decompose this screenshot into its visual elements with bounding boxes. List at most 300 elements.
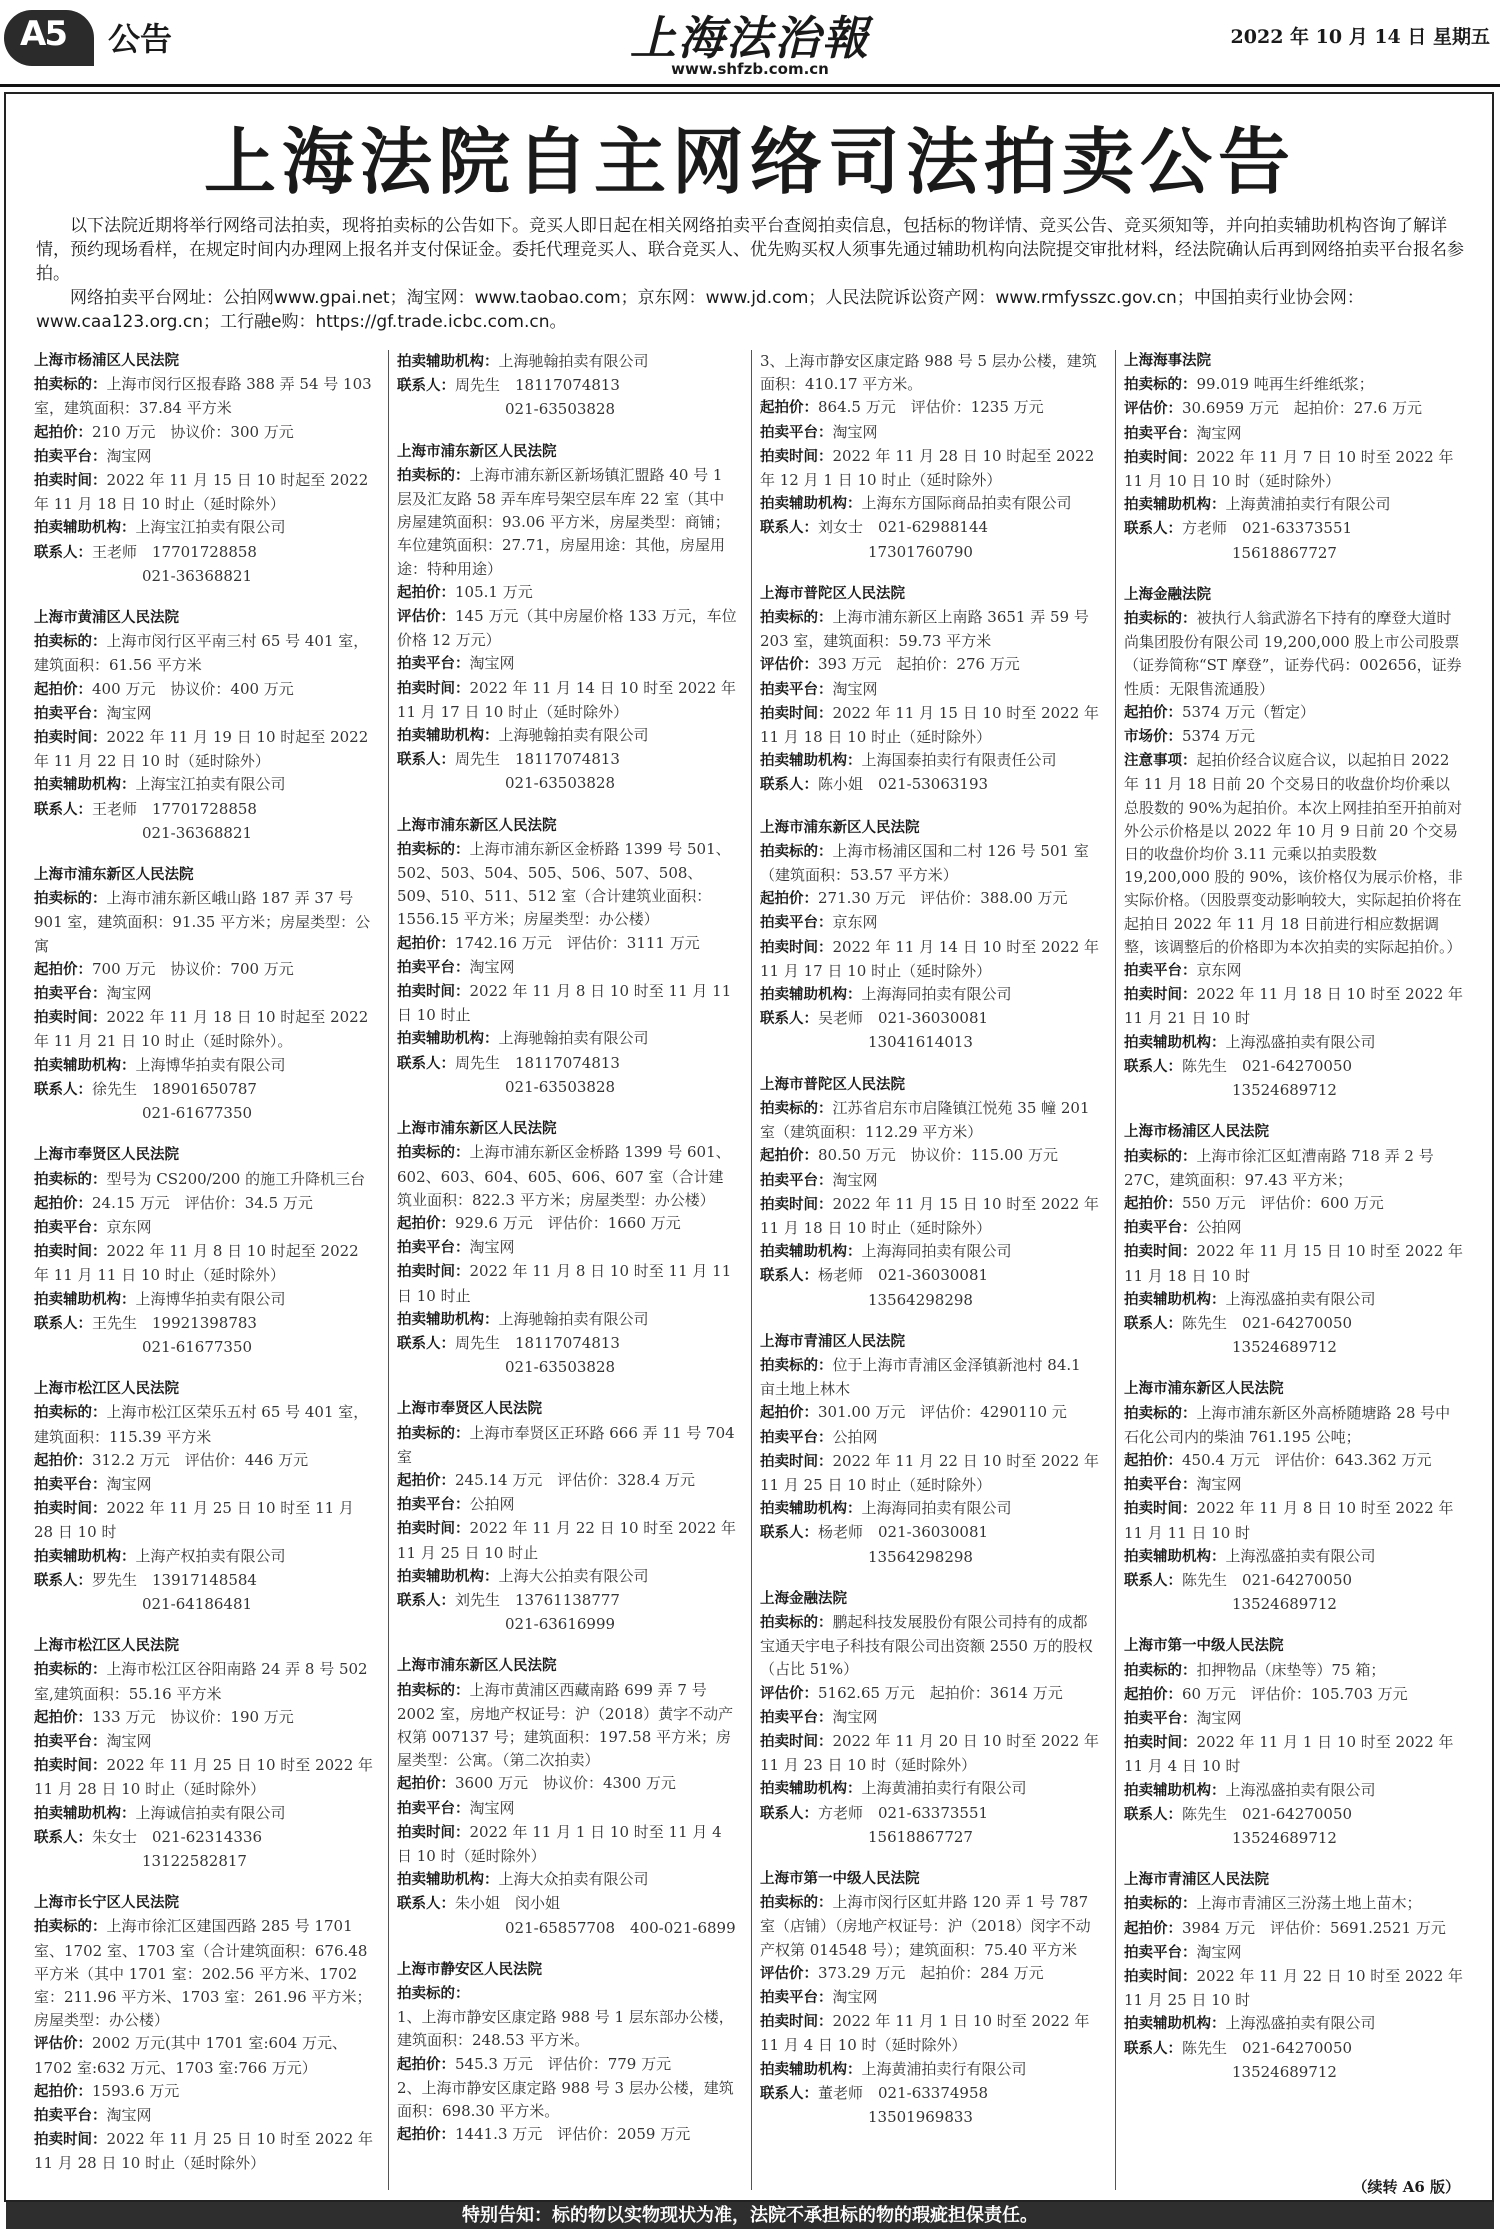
field-value: 周先生 18117074813 xyxy=(455,376,620,395)
field-label: 拍卖辅助机构： xyxy=(760,496,862,513)
field-label: 注意事项： xyxy=(1124,753,1197,770)
auction-field xyxy=(34,678,374,702)
contact-phone: 13524689712 xyxy=(1232,2062,1337,2081)
field-label: 拍卖平台： xyxy=(1124,1710,1197,1727)
auction-field xyxy=(760,606,1100,653)
field-label: 评估价： xyxy=(760,1685,818,1702)
field-value: 上海黄浦拍卖行有限公司 xyxy=(861,2059,1027,2078)
field-label: 拍卖辅助机构： xyxy=(760,753,862,770)
field-label: 拍卖辅助机构： xyxy=(1124,1034,1226,1051)
field-value: 2022 年 11 月 20 日 10 时至 2022 年 11 月 23 日 10 时（延时除外） xyxy=(760,1731,1100,1775)
auction-field xyxy=(1124,1683,1464,1707)
auction-field xyxy=(1124,1803,1464,1827)
field-label: 拍卖标的： xyxy=(34,1405,107,1422)
auction-field xyxy=(34,1401,374,1448)
field-value: 5162.65 万元 起拍价：3614 万元 xyxy=(818,1683,1063,1702)
auction-field xyxy=(760,1169,1100,1193)
contact-phone: 021-65857708 400-021-6899 xyxy=(505,1918,736,1937)
field-label: 拍卖辅助机构： xyxy=(1124,497,1226,514)
column-1 xyxy=(34,350,374,2195)
field-label: 拍卖平台： xyxy=(34,986,107,1003)
field-value: 上海产权拍卖有限公司 xyxy=(135,1546,286,1565)
auction-field xyxy=(760,911,1100,935)
field-value: 24.15 万元 评估价：34.5 万元 xyxy=(92,1193,313,1212)
auction-field xyxy=(760,1240,1100,1264)
field-label: 联系人： xyxy=(34,1081,92,1098)
auction-field xyxy=(1124,1055,1464,1079)
field-label: 起拍价： xyxy=(34,1195,92,1212)
column-3 xyxy=(760,350,1100,2195)
auction-entry xyxy=(34,350,374,588)
intro-paragraph-2: 网络拍卖平台网址：公拍网www.gpai.net；淘宝网：www.taobao.com；京东网：www.jd.com；人民法院诉讼资产网：www.rmfysszc.gov.cn；中国拍卖行业协会网：www.caa123.org.cn；工行融e购：https://gf.trade.icbc.com.cn。 xyxy=(36,288,1364,332)
auction-entry xyxy=(397,441,737,796)
field-value: 上海海同拍卖有限公司 xyxy=(861,1499,1012,1518)
field-label: 拍卖平台： xyxy=(1124,1944,1197,1961)
field-value: 2022 年 11 月 22 日 10 时至 2022 年 11 月 25 日 10 时 xyxy=(1124,1967,1464,2010)
field-label: 拍卖时间： xyxy=(397,680,470,697)
field-value: 700 万元 协议价：700 万元 xyxy=(92,959,294,978)
field-value: 1、上海市静安区康定路 988 号 1 层东部办公楼，建筑面积：248.53 平方米。 xyxy=(397,2008,734,2050)
auction-field xyxy=(1124,1545,1464,1569)
auction-field xyxy=(397,1332,737,1356)
auction-field xyxy=(397,724,737,748)
auction-field xyxy=(34,1706,374,1730)
auction-field xyxy=(1124,1402,1464,1449)
auction-field xyxy=(397,1982,737,2006)
field-label: 联系人： xyxy=(34,1829,92,1846)
field-value: 2022 年 11 月 25 日 10 时至 2022 年 11 月 28 日 10 时止（延时除外） xyxy=(34,1756,374,1799)
field-value: 450.4 万元 评估价：643.362 万元 xyxy=(1182,1450,1432,1469)
field-value: 陈先生 021-64270050 xyxy=(1182,2038,1353,2057)
field-value: 京东网 xyxy=(106,1217,152,1236)
intro-paragraph-1: 以下法院近期将举行网络司法拍卖，现将拍卖标的公告如下。竞买人即日起在相关网络拍卖平台查阅拍卖信息，包括标的物详情、竞买公告、竞买须知等，并向拍卖辅助机构咨询了解详情，预约现场看样，在规定时间内办理网上报名并支付保证金。委托代理竞买人、联合竞买人、优先购买权人须事先通过辅助机构向法院提交审批材料，经法院确认后再到网络拍卖平台报名参拍。 xyxy=(36,216,1464,284)
field-label: 拍卖时间： xyxy=(397,1521,470,1538)
auction-field xyxy=(1124,517,1464,541)
field-value: 起拍价经合议庭合议，以起拍日 2022 年 11 月 18 日前 20 个交易日的收盘价均价乘以总股数的 90%为起拍价。本次上网挂拍至开拍前对外公示价格是以 2022 年 10 月 9 日前 20 个交易日的收盘价均价 3.11 元乘以拍卖股数 19,200,000 股的 90%，该价格仅为展示价格，非实际价格。（因股票变动影响较大，实际起拍价将在起拍日 2022 年 11 月 18 日前进行相应数据调整，该调整后的价格即为本次拍卖的实际起拍价。） xyxy=(1124,751,1463,956)
field-label: 拍卖时间： xyxy=(34,1244,107,1261)
field-label: 拍卖辅助机构： xyxy=(760,1501,862,1518)
auction-field xyxy=(397,1236,737,1260)
auction-field xyxy=(397,374,737,398)
auction-field xyxy=(760,1521,1100,1545)
auction-field xyxy=(397,677,737,724)
field-label: 拍卖标的： xyxy=(397,1145,470,1162)
field-label: 拍卖辅助机构： xyxy=(34,1548,136,1565)
field-value: 上海市浦东新区上南路 3651 弄 59 号 203 室，建筑面积：59.73 平方米 xyxy=(760,608,1089,651)
field-value: 江苏省启东市启隆镇江悦苑 35 幢 201 室（建筑面积：112.29 平方米） xyxy=(760,1098,1090,1142)
field-value: 王先生 19921398783 xyxy=(92,1313,257,1332)
field-label: 拍卖标的： xyxy=(760,843,833,860)
contact-phone: 13564298298 xyxy=(868,1290,973,1309)
auction-field xyxy=(397,1141,737,1212)
field-value: 京东网 xyxy=(1196,961,1242,980)
field-value: 上海海同拍卖有限公司 xyxy=(861,1242,1012,1261)
auction-field xyxy=(1124,1569,1464,1593)
field-label: 拍卖辅助机构： xyxy=(1124,2016,1226,2033)
field-value: 淘宝网 xyxy=(1196,1708,1242,1727)
auction-field xyxy=(760,1144,1100,1168)
field-value: 2022 年 11 月 15 日 10 时至 2022 年 11 月 18 日 10 时 xyxy=(1124,1242,1464,1285)
field-value: 2022 年 11 月 25 日 10 时至 2022 年 11 月 28 日 10 时止（延时除外） xyxy=(34,2130,374,2173)
field-label: 拍卖辅助机构： xyxy=(397,728,499,745)
field-value: 上海大公拍卖有限公司 xyxy=(498,1566,649,1585)
field-value: 864.5 万元 评估价：1235 万元 xyxy=(818,398,1044,417)
field-value: 扣押物品（床垫等）75 箱； xyxy=(1196,1660,1386,1679)
field-value: 淘宝网 xyxy=(469,654,515,673)
court-name: 上海市杨浦区人民法院 xyxy=(1124,1124,1269,1141)
auction-field xyxy=(34,773,374,797)
newspaper-header xyxy=(0,0,1500,88)
auction-field xyxy=(760,1450,1100,1497)
contact-phone: 021-64186481 xyxy=(142,1594,253,1613)
auction-entry xyxy=(397,1398,737,1636)
field-value: 上海黄浦拍卖行有限公司 xyxy=(861,1779,1027,1798)
field-label: 拍卖平台： xyxy=(34,448,107,465)
auction-entry xyxy=(1124,1121,1464,1359)
court-name: 上海市浦东新区人民法院 xyxy=(397,1658,557,1675)
field-label: 联系人： xyxy=(397,1592,455,1609)
auction-entry xyxy=(34,1144,374,1359)
field-label: 拍卖辅助机构： xyxy=(34,777,136,794)
field-label: 评估价： xyxy=(1124,401,1182,418)
field-label: 联系人： xyxy=(760,2085,818,2102)
field-label: 起拍价： xyxy=(34,1452,92,1469)
auction-field xyxy=(397,838,737,932)
auction-entry xyxy=(1124,350,1464,565)
field-label: 拍卖时间： xyxy=(397,984,470,1001)
field-value: 上海市奉贤区正环路 666 弄 11 号 704 室 xyxy=(397,1423,735,1466)
auction-field xyxy=(760,516,1100,540)
field-label: 评估价： xyxy=(34,2036,92,2053)
auction-field xyxy=(760,396,1100,420)
auction-field xyxy=(760,1891,1100,1962)
auction-field xyxy=(34,1545,374,1569)
auction-field xyxy=(1124,959,1464,983)
auction-field xyxy=(1124,1145,1464,1192)
auction-field xyxy=(397,932,737,956)
field-label: 联系人： xyxy=(34,1572,92,1589)
field-value: 周先生 18117074813 xyxy=(455,750,620,769)
field-value: 1742.16 万元 评估价：3111 万元 xyxy=(455,933,700,952)
auction-field xyxy=(34,1312,374,1336)
field-value: 105.1 万元 xyxy=(455,582,533,601)
field-value: 上海大众拍卖有限公司 xyxy=(498,1870,649,1889)
field-label: 起拍价： xyxy=(397,935,455,952)
field-value: 1441.3 万元 评估价：2059 万元 xyxy=(455,2125,691,2144)
field-label: 起拍价： xyxy=(760,891,818,908)
auction-field xyxy=(34,373,374,420)
auction-field xyxy=(760,1193,1100,1240)
field-value: 淘宝网 xyxy=(832,679,878,698)
field-value: 上海市闵行区虹井路 120 弄 1 号 787 室（店铺）（房地产权证号：沪（2018）闵字不动产权第 014548 号）；建筑面积：75.40 平方米 xyxy=(760,1893,1091,1959)
auction-field xyxy=(34,1078,374,1102)
auction-field xyxy=(397,1565,737,1589)
field-value: 位于上海市青浦区金泽镇新池村 84.1 亩土地上林木 xyxy=(760,1355,1081,1399)
auction-field xyxy=(397,464,737,581)
field-label: 拍卖辅助机构： xyxy=(397,1031,499,1048)
field-value: 型号为 CS200/200 的施工升降机三台 xyxy=(106,1169,366,1188)
contact-phone: 13524689712 xyxy=(1232,1338,1337,1357)
field-value: 2022 年 11 月 22 日 10 时至 2022 年 11 月 25 日 10 时止 xyxy=(397,1519,737,1562)
field-value: 淘宝网 xyxy=(106,1731,152,1750)
auction-field xyxy=(397,2006,737,2052)
auction-field xyxy=(397,1797,737,1821)
auction-entry xyxy=(760,1868,1100,2129)
contact-phone: 17301760790 xyxy=(868,542,973,561)
field-label: 拍卖时间： xyxy=(34,730,107,747)
auction-field xyxy=(1124,1917,1464,1941)
field-value: 2022 年 11 月 8 日 10 时至 11 月 11 日 10 时止 xyxy=(397,982,732,1025)
auction-field xyxy=(760,2058,1100,2082)
auction-entry xyxy=(760,350,1100,564)
field-label: 拍卖时间： xyxy=(1124,987,1197,1004)
newspaper-website[interactable]: www.shfzb.com.cn xyxy=(671,60,829,78)
field-label: 起拍价： xyxy=(760,400,818,417)
field-label: 拍卖辅助机构： xyxy=(1124,1291,1226,1308)
field-value: 上海市浦东新区新场镇汇盟路 40 号 1 层及汇友路 58 弄车库号架空层车库 22 室（其中房屋建筑面积：93.06 平方米，房屋类型：商铺；车位建筑面积：27.71，房屋用途：其他，房屋用途：特种用途） xyxy=(397,465,730,578)
auction-field xyxy=(760,1497,1100,1521)
field-label: 拍卖时间： xyxy=(397,1824,470,1841)
auction-entry xyxy=(760,583,1100,798)
field-label: 拍卖标的： xyxy=(34,1171,107,1188)
auction-field xyxy=(397,1772,737,1796)
auction-field xyxy=(397,2053,737,2077)
field-label: 拍卖标的： xyxy=(34,1919,107,1936)
field-label: 起拍价： xyxy=(760,1405,818,1422)
auction-field xyxy=(1124,1449,1464,1473)
field-value: 上海宝江拍卖有限公司 xyxy=(135,775,286,794)
court-name: 上海市青浦区人民法院 xyxy=(760,1333,905,1350)
auction-field xyxy=(397,956,737,980)
auction-field xyxy=(34,516,374,540)
field-value: 周先生 18117074813 xyxy=(455,1053,620,1072)
field-label: 起拍价： xyxy=(397,1215,455,1232)
auction-field xyxy=(1124,1941,1464,1965)
field-label: 联系人： xyxy=(760,1011,818,1028)
field-label: 拍卖标的： xyxy=(760,1895,833,1912)
field-value: 3984 万元 评估价：5691.2521 万元 xyxy=(1182,1918,1446,1937)
auction-field xyxy=(760,1097,1100,1144)
field-label: 起拍价： xyxy=(1124,1195,1182,1212)
auction-field xyxy=(34,630,374,677)
contact-phone: 13524689712 xyxy=(1232,1081,1337,1100)
field-value: 杨老师 021-36030081 xyxy=(818,1523,989,1542)
auction-field xyxy=(1124,1473,1464,1497)
field-value: 400 万元 协议价：400 万元 xyxy=(92,679,294,698)
field-value: 王老师 17701728858 xyxy=(92,799,257,818)
field-label: 拍卖标的： xyxy=(1124,1896,1197,1913)
court-name: 上海市静安区人民法院 xyxy=(397,1961,542,1978)
auction-entry xyxy=(1124,1635,1464,1850)
auction-field xyxy=(1124,983,1464,1030)
field-value: 吴老师 021-36030081 xyxy=(818,1009,989,1028)
court-name: 上海市浦东新区人民法院 xyxy=(397,443,557,460)
field-value: 上海市闵行区报春路 388 弄 54 号 103 室，建筑面积：37.84 平方米 xyxy=(34,375,372,418)
auction-entry xyxy=(34,864,374,1125)
field-label: 拍卖辅助机构： xyxy=(397,354,499,370)
field-label: 拍卖时间： xyxy=(1124,1735,1197,1752)
field-value: 2022 年 11 月 7 日 10 时至 2022 年 11 月 10 日 10 时（延时除外） xyxy=(1124,447,1454,491)
field-label: 拍卖时间： xyxy=(34,2132,107,2149)
field-label: 拍卖辅助机构： xyxy=(397,1872,499,1889)
auction-field xyxy=(34,1497,374,1544)
field-value: 上海驰翰拍卖有限公司 xyxy=(498,1029,649,1048)
field-label: 拍卖标的： xyxy=(34,1662,107,1679)
field-label: 拍卖标的： xyxy=(760,1100,833,1117)
court-name: 上海海事法院 xyxy=(1124,353,1211,369)
auction-field xyxy=(397,1868,737,1892)
issue-date: 2022 年 10 月 14 日 星期五 xyxy=(1230,26,1490,48)
page-number: A5 xyxy=(20,14,66,54)
field-value: 3600 万元 协议价：4300 万元 xyxy=(455,1774,676,1793)
auction-field xyxy=(34,1288,374,1312)
court-name: 上海市黄浦区人民法院 xyxy=(34,610,179,627)
field-value: 上海东方国际商品拍卖有限公司 xyxy=(861,494,1072,513)
court-name: 上海市长宁区人民法院 xyxy=(34,1895,179,1912)
contact-phone: 13041614013 xyxy=(868,1033,973,1052)
field-value: 2002 万元(其中 1701 室:604 万元、1702 室:632 万元、1703 室:766 万元） xyxy=(34,2034,347,2077)
field-label: 市场价： xyxy=(1124,729,1182,746)
field-value: 2022 年 11 月 1 日 10 时至 2022 年 11 月 4 日 10 时 xyxy=(1124,1733,1454,1776)
field-value: 淘宝网 xyxy=(832,422,878,441)
auction-field xyxy=(760,2010,1100,2057)
auction-field xyxy=(397,1821,737,1868)
auction-field xyxy=(34,1473,374,1497)
field-value: 2022 年 11 月 28 日 10 时起至 2022 年 12 月 1 日 10 时止（延时除外） xyxy=(760,446,1095,490)
auction-field xyxy=(397,1493,737,1517)
field-label: 拍卖标的： xyxy=(760,1614,833,1631)
auction-field xyxy=(760,1264,1100,1288)
auction-field xyxy=(34,1569,374,1593)
field-value: 2022 年 11 月 15 日 10 时至 2022 年 11 月 18 日 10 时止（延时除外） xyxy=(760,703,1100,747)
field-label: 起拍价： xyxy=(397,1472,455,1489)
auction-field xyxy=(34,1216,374,1240)
field-value: 929.6 万元 评估价：1660 万元 xyxy=(455,1213,681,1232)
field-label: 评估价： xyxy=(760,1965,818,1982)
field-value: 上海市青浦区三汾荡土地上苗木； xyxy=(1196,1894,1422,1913)
auction-field xyxy=(760,421,1100,445)
field-label: 拍卖平台： xyxy=(1124,1477,1197,1494)
field-value: 淘宝网 xyxy=(1196,1942,1242,1961)
auction-field xyxy=(34,887,374,958)
field-label: 拍卖辅助机构： xyxy=(34,520,136,537)
auction-field xyxy=(1124,1031,1464,1055)
field-value: 刘女士 021-62988144 xyxy=(818,518,989,537)
auction-field xyxy=(760,1354,1100,1401)
field-label: 拍卖时间： xyxy=(760,705,833,722)
auction-field xyxy=(397,1679,737,1773)
field-value: 210 万元 协议价：300 万元 xyxy=(92,422,294,441)
field-value: 淘宝网 xyxy=(1196,423,1242,442)
auction-field xyxy=(397,1589,737,1613)
field-value: 60 万元 评估价：105.703 万元 xyxy=(1182,1684,1408,1703)
field-value: 2022 年 11 月 8 日 10 时起至 2022 年 11 月 11 日 10 时止（延时除外） xyxy=(34,1242,359,1285)
auction-entry xyxy=(34,1892,374,2175)
field-label: 起拍价： xyxy=(34,424,92,441)
court-name: 上海市浦东新区人民法院 xyxy=(397,817,557,834)
auction-field xyxy=(397,980,737,1027)
newspaper-masthead: 上海法治報 xyxy=(630,11,870,65)
field-value: 朱小姐 闵小姐 xyxy=(455,1894,561,1913)
field-label: 起拍价： xyxy=(1124,1920,1182,1937)
field-value: 80.50 万元 协议价：115.00 万元 xyxy=(818,1146,1058,1165)
auction-field xyxy=(34,1658,374,1705)
field-value: 鹏起科技发展股份有限公司持有的成都宝通天宇电子科技有限公司出资额 2550 万的股权（占比 51%） xyxy=(760,1612,1093,1679)
auction-entry xyxy=(760,817,1100,1055)
court-name: 上海市普陀区人民法院 xyxy=(760,1076,905,1093)
auction-field xyxy=(397,1260,737,1307)
field-value: 上海驰翰拍卖有限公司 xyxy=(498,1309,649,1328)
field-value: 淘宝网 xyxy=(106,703,152,722)
field-label: 拍卖平台： xyxy=(760,1709,833,1726)
field-value: 上海市浦东新区峨山路 187 弄 37 号 901 室，建筑面积：91.35 平方米；房屋类型：公寓 xyxy=(34,889,371,955)
field-value: 2、上海市静安区康定路 988 号 3 层办公楼，建筑面积：698.30 平方米。 xyxy=(397,2078,734,2121)
auction-field xyxy=(397,1892,737,1916)
auction-field xyxy=(34,958,374,982)
field-value: 2022 年 11 月 15 日 10 时至 2022 年 11 月 18 日 10 时止（延时除外） xyxy=(760,1194,1100,1237)
field-label: 联系人： xyxy=(397,752,455,769)
auction-entry xyxy=(397,1959,737,2148)
auction-entry xyxy=(1124,1378,1464,1616)
field-label: 拍卖平台： xyxy=(760,1172,833,1189)
contact-phone: 021-63503828 xyxy=(505,774,616,793)
field-label: 起拍价： xyxy=(397,1776,455,1793)
field-label: 起拍价： xyxy=(34,681,92,698)
field-label: 拍卖辅助机构： xyxy=(1124,1782,1226,1799)
field-value: 30.6959 万元 起拍价：27.6 万元 xyxy=(1182,399,1422,418)
column-4 xyxy=(1124,350,1464,2195)
field-value: 2022 年 11 月 22 日 10 时至 2022 年 11 月 25 日 10 时止（延时除外） xyxy=(760,1451,1100,1494)
field-label: 起拍价： xyxy=(1124,1452,1182,1469)
field-label: 拍卖时间： xyxy=(34,1010,107,1027)
field-value: 淘宝网 xyxy=(832,1988,878,2006)
auction-field xyxy=(397,1052,737,1076)
field-value: 淘宝网 xyxy=(106,446,152,465)
auction-field xyxy=(1124,607,1464,701)
auction-entry xyxy=(34,1378,374,1616)
auction-field xyxy=(760,350,1100,396)
field-label: 起拍价： xyxy=(34,2083,92,2100)
field-value: 公拍网 xyxy=(1196,1218,1242,1237)
contact-phone: 13524689712 xyxy=(1232,1828,1337,1847)
auction-field xyxy=(1124,1892,1464,1916)
field-value: 5374 万元（暂定） xyxy=(1182,702,1315,721)
auction-field xyxy=(760,887,1100,911)
court-name: 上海市松江区人民法院 xyxy=(34,1381,179,1398)
field-value: 上海市松江区荣乐五村 65 号 401 室，建筑面积：115.39 平方米 xyxy=(34,1403,369,1446)
auction-entry xyxy=(760,1331,1100,1569)
field-value: 2022 年 11 月 15 日 10 时起至 2022 年 11 月 18 日 10 时止（延时除外） xyxy=(34,471,369,514)
field-label: 拍卖时间： xyxy=(760,1733,833,1750)
court-name: 上海市浦东新区人民法院 xyxy=(34,867,194,884)
special-notice-bar: 特别告知：标的物以实物现状为准，法院不承担标的物的瑕疵担保责任。 xyxy=(6,2202,1494,2229)
header-rule xyxy=(0,84,1500,87)
contact-phone: 021-61677350 xyxy=(142,1104,253,1123)
field-label: 拍卖时间： xyxy=(1124,449,1197,466)
field-label: 拍卖标的： xyxy=(1124,1148,1197,1165)
auction-field xyxy=(397,652,737,676)
field-value: 周先生 18117074813 xyxy=(455,1333,620,1352)
court-name: 上海市普陀区人民法院 xyxy=(760,585,905,602)
auction-field xyxy=(34,2080,374,2104)
auction-field xyxy=(34,2104,374,2128)
field-label: 拍卖平台： xyxy=(1124,425,1197,442)
field-label: 拍卖时间： xyxy=(1124,1501,1197,1518)
field-label: 拍卖标的： xyxy=(397,1682,470,1699)
field-value: 陈小姐 021-53063193 xyxy=(818,775,989,794)
field-label: 拍卖标的： xyxy=(1124,611,1197,628)
contact-phone: 021-63503828 xyxy=(505,1358,616,1377)
